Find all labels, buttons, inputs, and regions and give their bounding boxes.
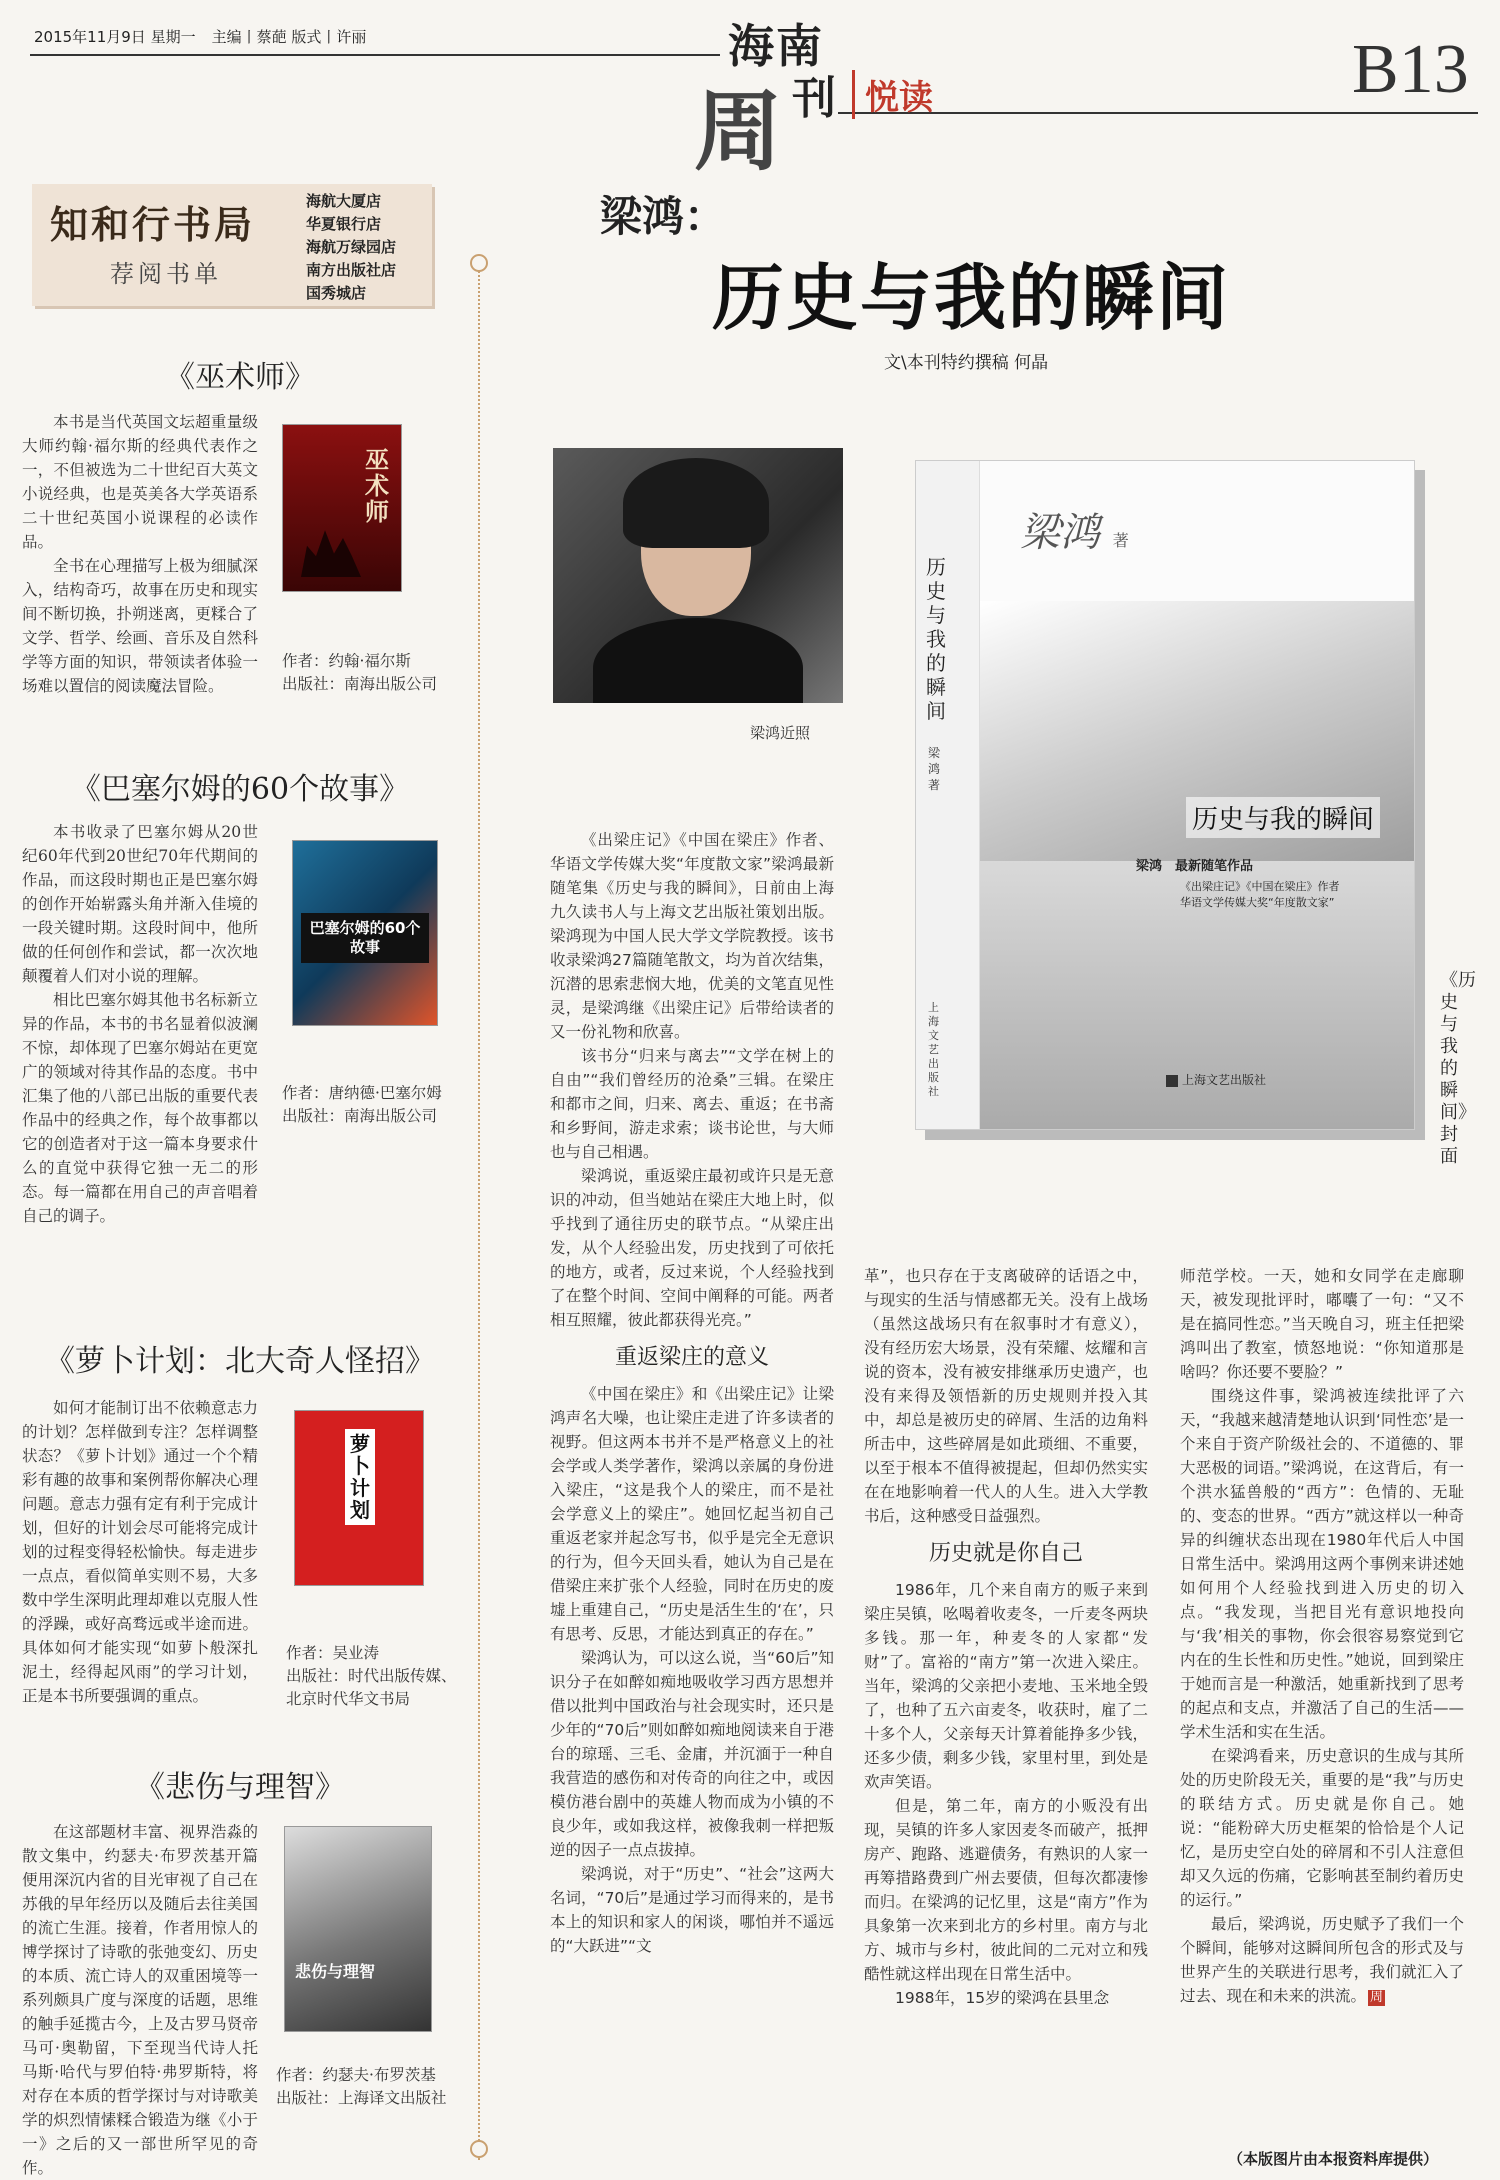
publisher-logo-icon bbox=[1166, 1075, 1178, 1087]
spine-author: 梁鸿 著 bbox=[928, 746, 941, 792]
divider-dot bbox=[470, 2140, 488, 2158]
store-branch: 国秀城店 bbox=[306, 284, 367, 302]
book-paragraph: 如何才能制订出不依赖意志力的计划？怎样做到专注？怎样调整状态？《萝卜计划》通过一个个精彩有趣的故事和案例帮你解决心理问题。意志力强有定有利于完成计划，但好的计划会尽可能将完成计划的过程变得轻松愉快。每走进步一点点，看似简单实则不易，大多数中学生深明此理却难以克服人性的浮躁，或好高骛远或半途而进。具体如何才能实现“如萝卜般深扎泥土，经得起风雨”的学习计划，正是本书所要强调的重点。 bbox=[22, 1399, 258, 1705]
article-paragraph: 梁鸿认为，可以这么说，当“60后”知识分子在如醉如痴地吸收学习西方思想并借以批判中国政治与社会现实时，还只是少年的“70后”则如醉如痴地阅读来自于港台的琼瑶、三毛、金庸，并沉湎于一种自我营造的感伤和对传奇的向往之中，或因模仿港台剧中的英雄人物而成为小镇的不良少年，或如我这样，被像我刺一样把叛逆的因子一点点拔掉。 bbox=[550, 1649, 834, 1859]
article-paragraph: 梁鸿说，对于“历史”、“社会”这两大名词，“70后”是通过学习而得来的，是书本上的知识和家人的闲谈，哪怕并不遥远的“大跃进”“文 bbox=[550, 1865, 834, 1955]
cover-series: 梁鸿 最新随笔作品 bbox=[1136, 859, 1254, 874]
store-branch: 海航万绿园店 bbox=[306, 238, 397, 256]
article-paragraph: 1988年，15岁的梁鸿在县里念 bbox=[895, 1989, 1110, 2007]
book-title: 《巫术师》 bbox=[165, 360, 315, 395]
end-mark-icon: 周 bbox=[1370, 1990, 1384, 2005]
header-rule-right bbox=[838, 112, 1478, 114]
book-description bbox=[22, 820, 258, 1228]
author-photo bbox=[553, 448, 843, 703]
article-paragraph: 但是，第二年，南方的小贩没有出现，吴镇的许多人家因麦冬而破产，抵押房产、跑路、逃避债务，有熟识的人家一再筹措路费到广州去要债，但每次都凄惨而归。在梁鸿的记忆里，这是“南方”作为具象第一次来到北方的乡村里。南方与北方、城市与乡村，彼此间的二元对立和残酷性就这样出现在日常生活中。 bbox=[864, 1797, 1148, 1983]
cover-publisher-name: 上海文艺出版社 bbox=[1182, 1073, 1267, 1087]
article-subheading: 重返梁庄的意义 bbox=[614, 1345, 769, 1370]
store-branch: 华夏银行店 bbox=[306, 215, 382, 233]
article-paragraph: 师范学校。一天，她和女同学在走廊聊天，被发现批评时，嘟囔了一句：“又不是在搞同性恋。”当天晚自习，班主任把梁鸿叫出了教室，愤怒地说：“你知道那是啥吗？你还要不要脸？” bbox=[1180, 1267, 1464, 1381]
book-paragraph: 本书是当代英国文坛超重量级大师约翰·福尔斯的经典代表作之一，不但被选为二十世纪百大英文小说经典，也是英美各大学英语系二十世纪英国小说课程的必读作品。 bbox=[22, 413, 258, 551]
issue-date: 2015年11月9日 星期一 bbox=[34, 28, 196, 46]
cover-caption: 《历史与我的瞬间》封面 bbox=[1440, 970, 1476, 1167]
book-cover-large bbox=[915, 460, 1415, 1130]
article-subheading: 历史就是你自己 bbox=[928, 1541, 1083, 1566]
book-meta bbox=[286, 1642, 466, 1711]
spine-title: 历史与我的瞬间 bbox=[926, 555, 946, 723]
book-description bbox=[22, 410, 258, 698]
photo-caption: 梁鸿近照 bbox=[750, 724, 811, 742]
article-column-1 bbox=[550, 828, 834, 1958]
store-branch-list bbox=[306, 190, 396, 305]
book-cover-title: 巫术师 bbox=[365, 446, 389, 526]
book-cover bbox=[282, 424, 402, 592]
article-byline: 文\本刊特约撰稿 何晶 bbox=[884, 353, 1049, 373]
book-cover-title: 萝卜计划 bbox=[345, 1429, 375, 1525]
book-publisher: 出版社：时代出版传媒、北京时代华文书局 bbox=[286, 1667, 457, 1708]
article-paragraph: 《出梁庄记》《中国在梁庄》作者、华语文学传媒大奖“年度散文家”梁鸿最新随笔集《历史与我的瞬间》，日前由上海九久读书人与上海文艺出版社策划出版。梁鸿现为中国人民大学文学院教授。该书收录梁鸿27篇随笔散文，均为首次结集，沉潜的思索悲悯大地，优美的文笔直见性灵，是梁鸿继《出梁庄记》后带给读者的又一份礼物和欣喜。 bbox=[550, 831, 834, 1041]
editor-credit: 主编丨蔡葩 版式丨许丽 bbox=[211, 28, 367, 46]
book-paragraph: 在这部题材丰富、视界浩淼的散文集中，约瑟夫·布罗茨基开篇便用深沉内省的目光审视了自己在苏俄的早年经历以及随后去往美国的流亡生涯。接着，作者用惊人的博学探讨了诗歌的张弛变幻、历史的本质、流亡诗人的双重困境等一系列颇具广度与深度的话题，思维的触手延揽古今，上及古罗马贤帝马可·奥勒留，下至现当代诗人托马斯·哈代与罗伯特·弗罗斯特，将对存在本质的哲学探讨与对诗歌美学的炽烈情愫糅合锻造为继《小于一》之后的又一部世所罕见的奇作。 bbox=[22, 1823, 258, 2177]
article-paragraph: 该书分“归来与离去”“文学在树上的自由”“我们曾经历的沧桑”三辑。在梁庄和都市之间，归来、离去、重返；在书斋和乡野间，游走求索；谈书论世，与大师也与自己相遇。 bbox=[550, 1047, 834, 1161]
image-credit: （本版图片由本报资料库提供） bbox=[1228, 2150, 1439, 2168]
article-title-line1: 梁鸿： bbox=[600, 192, 727, 241]
article-closing: 最后，梁鸿说，历史赋予了我们一个个瞬间，能够对这瞬间所包含的形式及与世界产生的关联进行思考，我们就汇入了过去、现在和未来的洪流。 bbox=[1180, 1915, 1464, 2005]
cover-author-name bbox=[1020, 501, 1129, 558]
spine-publisher: 上海文艺出版社 bbox=[928, 1001, 939, 1098]
book-title: 《悲伤与理智》 bbox=[135, 1770, 345, 1805]
book-cover bbox=[284, 1826, 432, 2032]
book-paragraph: 本书收录了巴塞尔姆从20世纪60年代到20世纪70年代期间的作品，而这段时期也正是巴塞尔姆的创作开始崭露头角并渐入佳境的一段关键时期。这段时间中，他所做的任何创作和尝试，都一次次地颠覆着人们对小说的理解。 bbox=[22, 823, 258, 985]
book-publisher: 出版社：上海译文出版社 bbox=[276, 2089, 447, 2107]
book-cover bbox=[292, 840, 438, 1026]
article-column-2 bbox=[864, 1264, 1148, 2010]
store-branch: 海航大厦店 bbox=[306, 192, 382, 210]
section-name: 悦读 bbox=[852, 70, 933, 119]
masthead-zhou: 周 bbox=[694, 80, 783, 183]
book-author: 作者：吴业涛 bbox=[286, 1644, 380, 1662]
article-paragraph: 1986年，几个来自南方的贩子来到梁庄吴镇，吆喝着收麦冬，一斤麦冬两块多钱。那一年，种麦冬的人家都“发财”了。富裕的“南方”第一次进入梁庄。当年，梁鸿的父亲把小麦地、玉米地全毁了，也种了五六亩麦冬，收获时，雇了二十多个人，父亲每天计算着能挣多少钱，还多少债，剩多少钱，家里村里，到处是欢声笑语。 bbox=[864, 1581, 1148, 1791]
article-paragraph: 围绕这件事，梁鸿被连续批评了六天，“我越来越清楚地认识到‘同性恋’是一个来自于资产阶级社会的、不道德的、罪大恶极的词语。”梁鸿说，在这背后，有一个洪水猛兽般的“西方”：色情的、无耻的、变态的世界。“西方”就这样以一种奇异的纠缠状态出现在1980年代后人中国日常生活中。梁鸿用这两个事例来讲述她如何用个人经验找到进入历史的切入点。“我发现，当把目光有意识地投向与‘我’相关的事物，你会很容易察觉到它内在的生长性和历史性。”她说，回到梁庄于她而言是一种激活，她重新找到了思考的起点和支点，并激活了自己的生活——学术生活和实在生活。 bbox=[1180, 1387, 1464, 1741]
cover-blurb bbox=[1180, 879, 1340, 911]
article-paragraph: 《中国在梁庄》和《出梁庄记》让梁鸿声名大噪，也让梁庄走进了许多读者的视野。但这两本书并不是严格意义上的社会学或人类学著作，梁鸿以亲属的身份进入梁庄，“这是我个人的梁庄，而不是社会学意义上的梁庄”。她回忆起当初自己重返老家并起念写书，似乎是完全无意识的行为，但今天回头看，她认为自己是在借梁庄来扩张个人经验，同时在历史的废墟上重建自己，“历史是活生生的‘在’，只有思考、反思，才能达到真正的存在。” bbox=[550, 1385, 834, 1643]
cover-author-suffix: 著 bbox=[1112, 531, 1129, 550]
book-meta bbox=[282, 650, 437, 696]
hair-shape bbox=[623, 458, 769, 548]
book-cover-title: 巴塞尔姆的60个故事 bbox=[301, 913, 429, 963]
cover-blurb-line: 华语文学传媒大奖“年度散文家” bbox=[1180, 896, 1335, 909]
cover-publisher bbox=[1166, 1071, 1266, 1088]
book-meta bbox=[276, 2064, 447, 2110]
header-info bbox=[34, 26, 382, 47]
book-title: 《巴塞尔姆的60个故事》 bbox=[70, 772, 410, 807]
body-shape bbox=[593, 618, 803, 703]
header-rule bbox=[30, 54, 720, 56]
book-description bbox=[22, 1396, 258, 1708]
book-title: 《萝卜计划：北大奇人怪招》 bbox=[45, 1344, 435, 1379]
store-subtitle: 荐阅书单 bbox=[110, 260, 222, 288]
article-paragraph: 梁鸿说，重返梁庄最初或许只是无意识的冲动，但当她站在梁庄大地上时，似乎找到了通往历史的联节点。“从梁庄出发，从个人经验出发，历史找到了可依托的地方，或者，反过来说，个人经验找到了在整个时间、空间中阐释的可能。两者相互照耀，彼此都获得光亮。” bbox=[550, 1167, 834, 1329]
castle-icon bbox=[301, 525, 361, 577]
book-author: 作者：约翰·福尔斯 bbox=[282, 652, 411, 670]
masthead-hainan: 海南 bbox=[728, 19, 824, 73]
article-title: 历史与我的瞬间 bbox=[712, 256, 1231, 340]
masthead-kan: 刊 bbox=[792, 73, 836, 124]
column-divider bbox=[478, 260, 480, 2160]
cover-title: 历史与我的瞬间 bbox=[1186, 797, 1380, 838]
book-paragraph: 相比巴塞尔姆其他书名标新立异的作品，本书的书名显着似波澜不惊，却体现了巴塞尔姆站在更宽广的领域对待其作品的态度。书中汇集了他的八部已出版的重要代表作品中的经典之作，每个故事都以它的创造者对于这一篇本身要求什么的直觉中获得它独一无二的形态。每一篇都在用自己的声音唱着自己的调子。 bbox=[22, 991, 258, 1225]
book-cover-title: 悲伤与理智 bbox=[295, 1962, 376, 1981]
book-paragraph: 全书在心理描写上极为细腻深入，结构奇巧，故事在历史和现实间不断切换，扑朔迷离，更糅合了文学、哲学、绘画、音乐及自然科学等方面的知识，带领读者体验一场难以置信的阅读魔法冒险。 bbox=[22, 557, 258, 695]
article-paragraph bbox=[1180, 1912, 1464, 2008]
article-paragraph: 革”，也只存在于支离破碎的话语之中，与现实的生活与情感都无关。没有上战场（虽然这战场只有在叙事时才有意义），没有经历宏大场景，没有荣耀、炫耀和言说的资本，没有被安排继承历史遗产，也没有来得及领悟新的历史规则并投入其中，却总是被历史的碎屑、生活的边角料所击中，这些碎屑是如此琐细、不重要，以至于根本不值得被提起，但却仍然实实在在地影响着一代人的人生。进入大学教书后，这种感受日益强烈。 bbox=[864, 1267, 1148, 1525]
store-name: 知和行书局 bbox=[50, 203, 256, 247]
book-author: 作者：唐纳德·巴塞尔姆 bbox=[282, 1084, 442, 1102]
cover-author: 梁鸿 bbox=[1020, 510, 1100, 556]
book-meta bbox=[282, 1082, 442, 1128]
article-column-3 bbox=[1180, 1264, 1464, 2008]
book-publisher: 出版社：南海出版公司 bbox=[282, 675, 438, 693]
book-description bbox=[22, 1820, 258, 2180]
divider-dot bbox=[470, 254, 488, 272]
book-author: 作者：约瑟夫·布罗茨基 bbox=[276, 2066, 436, 2084]
article-paragraph: 在梁鸿看来，历史意识的生成与其所处的历史阶段无关，重要的是“我”与历史的联结方式。历史就是你自己。她说：“能粉碎大历史框架的恰恰是个人记忆，是历史空白处的碎屑和不引人注意但却又久远的伤痛，它影响甚至制约着历史的运行。” bbox=[1180, 1747, 1464, 1909]
page-number: B13 bbox=[1352, 31, 1469, 108]
cover-blurb-line: 《出梁庄记》《中国在梁庄》作者 bbox=[1180, 880, 1340, 893]
book-publisher: 出版社：南海出版公司 bbox=[282, 1107, 438, 1125]
book-cover bbox=[294, 1410, 424, 1586]
store-branch: 南方出版社店 bbox=[306, 261, 397, 279]
